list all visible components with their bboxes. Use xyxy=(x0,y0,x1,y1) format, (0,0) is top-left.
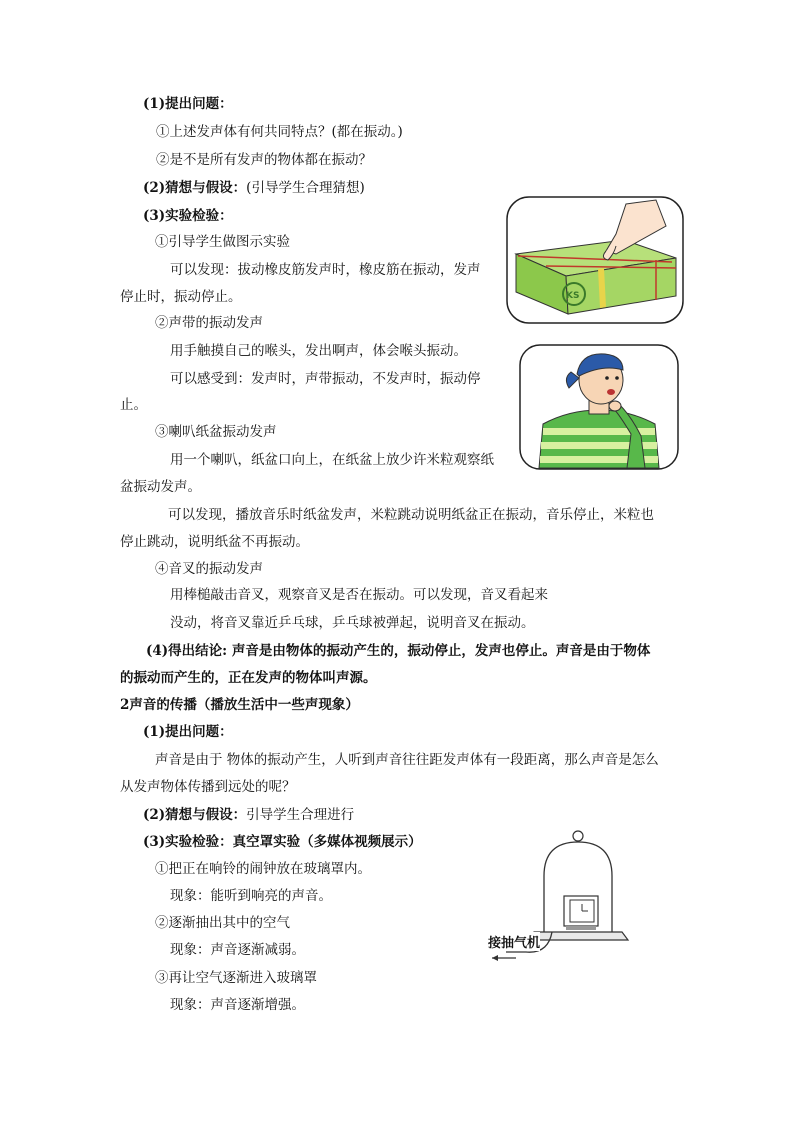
s1-exp1-title: ①引导学生做图示实验 xyxy=(155,234,290,250)
s1-exp1-line2: 停止时，振动停止。 xyxy=(120,289,242,305)
s2-step2: ②逐渐抽出其中的空气 xyxy=(155,915,290,931)
s1-guess-title: (2)猜想与假设： xyxy=(143,180,247,196)
s2-guess-text: 引导学生合理进行 xyxy=(246,807,355,823)
s1-exp3-line3: 可以发现，播放音乐时纸盆发声，米粒跳动说明纸盆正在振动，音乐停止，米粒也 xyxy=(168,507,654,523)
s1-question-title: (1)提出问题： xyxy=(143,96,233,112)
s2-guess-line xyxy=(143,806,354,824)
s2-question-line2: 从发声物体传播到远处的呢？ xyxy=(120,779,296,795)
s1-exp2-line2: 可以感受到：发声时，声带振动，不发声时，振动停 xyxy=(170,371,481,387)
s1-guess-text: (引导学生合理猜想) xyxy=(246,180,365,196)
s1-exp3-line2: 盆振动发声。 xyxy=(120,479,201,495)
s2-step3: ③再让空气逐渐进入玻璃罩 xyxy=(155,970,317,986)
s2-heading: 2声音的传播（播放生活中一些声现象） xyxy=(120,697,359,713)
s1-experiment-title: (3)实验检验： xyxy=(143,208,233,224)
s1-exp3-line1: 用一个喇叭，纸盆口向上，在纸盆上放少许米粒观察纸 xyxy=(170,452,494,468)
s2-step1: ①把正在响铃的闹钟放在玻璃罩内。 xyxy=(155,861,371,877)
s1-question-1: ①上述发声体有何共同特点？(都在振动。) xyxy=(156,124,403,140)
s2-step3-observation: 现象：声音逐渐增强。 xyxy=(170,997,305,1013)
s1-exp4-title: ④音叉的振动发声 xyxy=(155,561,263,577)
pump-label: 接抽气机 xyxy=(488,932,540,951)
s1-exp3-title: ③喇叭纸盆振动发声 xyxy=(155,424,277,440)
s2-question-title: (1)提出问题： xyxy=(143,724,233,740)
s1-exp1-line1: 可以发现：拔动橡皮筋发声时，橡皮筋在振动，发声 xyxy=(170,262,481,278)
s1-exp4-line1: 用棒槌敲击音叉，观察音叉是否在振动。可以发现，音叉看起来 xyxy=(170,587,548,603)
s1-question-2: ②是不是所有发声的物体都在振动？ xyxy=(156,152,372,168)
box-logo-text: KS xyxy=(566,291,580,301)
rubber-band-box-figure xyxy=(506,196,684,324)
s1-guess-line xyxy=(143,179,365,197)
boy-throat-figure xyxy=(519,344,679,470)
s1-exp4-line2: 没动，将音叉靠近乒乓球，乒乓球被弹起，说明音叉在振动。 xyxy=(170,615,535,631)
s2-step2-observation: 现象：声音逐渐减弱。 xyxy=(170,942,305,958)
bell-jar-figure xyxy=(486,828,636,970)
s1-exp2-line3: 止。 xyxy=(120,397,147,413)
s1-exp3-line4: 停止跳动，说明纸盆不再振动。 xyxy=(120,534,309,550)
s2-question-line1: 声音是由于 物体的振动产生，人听到声音往往距发声体有一段距离，那么声音是怎么 xyxy=(155,752,659,768)
s2-experiment-title: (3)实验检验：真空罩实验（多媒体视频展示） xyxy=(143,834,422,850)
s2-step1-observation: 现象：能听到响亮的声音。 xyxy=(170,888,332,904)
s2-guess-title: (2)猜想与假设： xyxy=(143,807,247,823)
s1-conclusion-line1: (4)得出结论: 声音是由物体的振动产生的，振动停止，发声也停止。声音是由于物体 xyxy=(146,643,651,659)
s1-exp2-line1: 用手触摸自己的喉头，发出啊声，体会喉头振动。 xyxy=(170,343,467,359)
s1-conclusion-line2: 的振动而产生的，正在发声的物体叫声源。 xyxy=(120,670,377,686)
s1-exp2-title: ②声带的振动发声 xyxy=(155,315,263,331)
